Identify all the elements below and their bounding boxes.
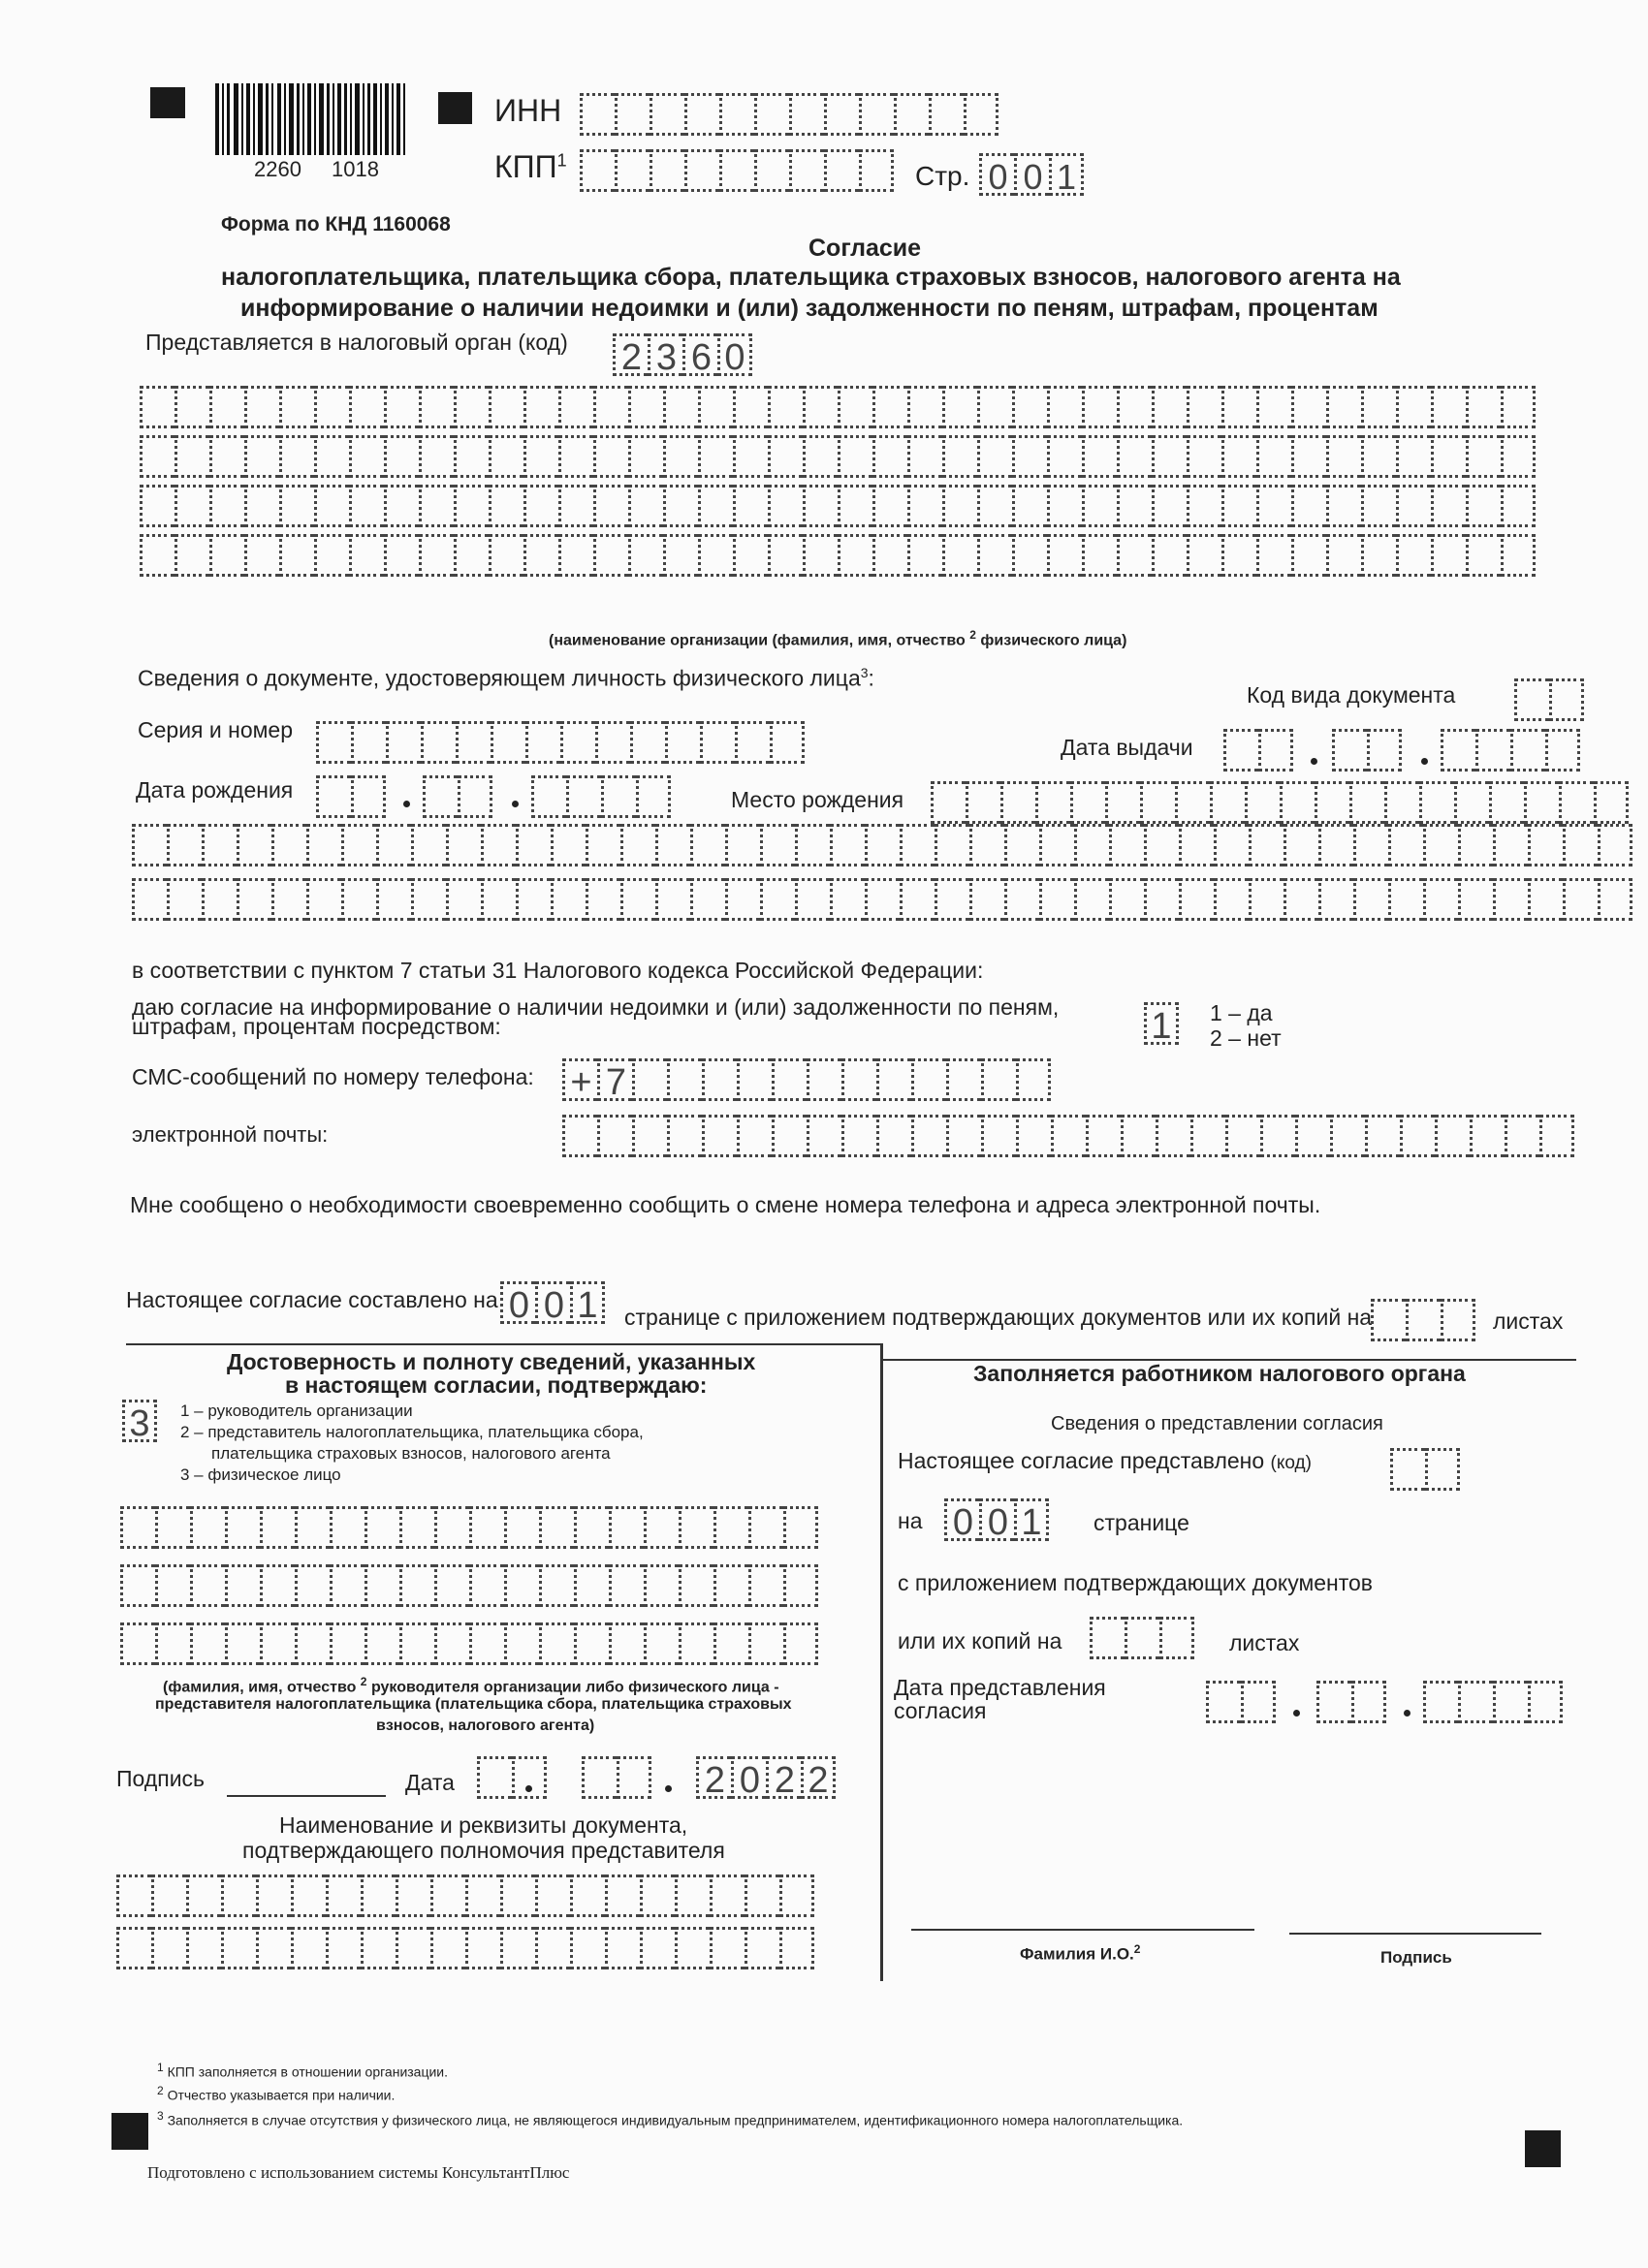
authority-doc-heading-2: подтверждающего полномочия представителя <box>242 1838 725 1863</box>
signer-name-row <box>120 1622 818 1665</box>
birth-date-label: Дата рождения <box>136 777 294 803</box>
footnote-number: 3 <box>157 2109 164 2123</box>
kpp-field[interactable] <box>580 149 894 192</box>
identity-heading <box>138 665 874 692</box>
page-digit: 0 <box>979 153 1014 196</box>
email-label: электронной почты: <box>132 1122 329 1147</box>
sms-label: СМС-сообщений по номеру телефона: <box>132 1064 534 1089</box>
org-name-row <box>140 485 1536 527</box>
registration-mark-bottom-right <box>1525 2130 1561 2167</box>
authority-doc-row <box>116 1927 814 1969</box>
barcode-number-right: 1018 <box>332 157 379 181</box>
registration-mark-bottom-left <box>111 2113 148 2150</box>
page-number-field[interactable] <box>979 153 1084 196</box>
organization-name-field[interactable] <box>140 386 1536 577</box>
title-line-3: информирование о наличии недоимки и (или) задолженности по пеням, штрафам, процентам <box>240 295 1379 322</box>
sign-year-field[interactable]: 2 0 2 2 <box>696 1756 836 1799</box>
option-yes: 1 – да <box>1210 1000 1273 1025</box>
signer-option-3: 3 – физическое лицо <box>180 1465 341 1484</box>
registration-mark-top-middle <box>438 92 472 124</box>
signer-option-2-cont: плательщика страховых взносов, налогового агента <box>211 1444 611 1463</box>
barcode-number-left: 2260 <box>254 157 301 181</box>
presented-label-text: Настоящее согласие представлено <box>898 1448 1265 1473</box>
pages-middle-text: странице с приложением подтверждающих документов или их копий на <box>624 1305 1373 1330</box>
footnote-2 <box>157 2084 395 2103</box>
caption-after: физического лица) <box>980 632 1127 649</box>
signature-line[interactable] <box>227 1795 386 1797</box>
identity-footnote-ref: 3 <box>860 665 869 680</box>
issue-day-field[interactable] <box>1223 729 1293 772</box>
prepared-by: Подготовлено с использованием системы КонсультантПлюс <box>147 2163 570 2182</box>
form-code: Форма по КНД 1160068 <box>221 213 451 236</box>
org-name-row <box>140 386 1536 428</box>
authority-doc-field[interactable] <box>116 1874 814 1969</box>
consent-text-line-1: даю согласие на информирование о наличии недоимки и (или) задолженности по пеням, <box>132 994 1060 1020</box>
authority-doc-heading-1: Наименование и реквизиты документа, <box>279 1812 688 1838</box>
birth-month-field[interactable] <box>423 775 492 818</box>
date-label: Дата <box>405 1770 455 1795</box>
inn-label: ИНН <box>494 93 562 128</box>
signer-name-caption-3: взносов, налогового агента) <box>376 1717 595 1734</box>
signer-type-field[interactable] <box>122 1400 157 1442</box>
attachments-text: с приложением подтверждающих документов <box>898 1570 1374 1595</box>
option-no: 2 – нет <box>1210 1025 1282 1051</box>
left-heading-line-2: в настоящем согласии, подтверждаю: <box>285 1372 708 1398</box>
barcode-image <box>213 83 407 155</box>
consent-text-line-2: штрафам, процентам посредством: <box>132 1014 501 1039</box>
date-separator <box>665 1785 672 1792</box>
date-separator <box>1293 1710 1300 1717</box>
birth-day-field[interactable] <box>316 775 386 818</box>
birth-place-label: Место рождения <box>731 787 904 812</box>
signer-option-1: 1 – руководитель организации <box>180 1402 413 1420</box>
footnote-1 <box>157 2061 448 2080</box>
kpp-label-text: КПП <box>494 149 557 184</box>
phone-field[interactable]: + 7 <box>562 1058 1051 1101</box>
presentation-day-field[interactable] <box>1206 1681 1276 1723</box>
series-number-label: Серия и номер <box>138 717 294 742</box>
email-field[interactable] <box>562 1115 1574 1157</box>
right-heading: Заполняется работником налогового органа <box>973 1361 1466 1386</box>
signer-caption-a: (фамилия, имя, отчество <box>163 1679 357 1696</box>
identity-heading-text: Сведения о документе, удостоверяющем личность физического лица <box>138 665 861 691</box>
sheets-count-field[interactable] <box>1371 1299 1475 1341</box>
tax-authority-code[interactable]: 2 3 6 0 <box>613 333 752 376</box>
change-notice: Мне сообщено о необходимости своевременно сообщить о смене номера телефона и адреса электронной почты. <box>130 1192 1321 1217</box>
caption-footnote-ref: 2 <box>969 628 976 642</box>
series-number-field[interactable] <box>316 721 805 764</box>
fio-footnote-ref: 2 <box>1133 1942 1141 1956</box>
fio-caption <box>1020 1942 1140 1965</box>
copies-count-field[interactable] <box>1090 1617 1194 1659</box>
inn-field[interactable] <box>580 93 998 136</box>
date-separator <box>525 1785 532 1792</box>
footnote-3 <box>157 2109 1183 2128</box>
presented-code-hint: (код) <box>1270 1453 1312 1473</box>
birth-place-row-2[interactable] <box>132 824 1632 866</box>
page-digit: 1 <box>1049 153 1084 196</box>
on-label: на <box>898 1508 923 1533</box>
pages-label: Настоящее согласие составлено на <box>126 1287 498 1312</box>
page-digit: 0 <box>1014 153 1049 196</box>
signer-name-row <box>120 1506 818 1549</box>
signer-caption-footnote-ref: 2 <box>360 1675 367 1688</box>
caption-before: (наименование организации (фамилия, имя, отчество <box>549 632 966 649</box>
barcode <box>213 83 407 155</box>
presentation-month-field[interactable] <box>1316 1681 1386 1723</box>
org-name-row <box>140 435 1536 478</box>
issue-month-field[interactable] <box>1332 729 1402 772</box>
officer-signature-line[interactable] <box>1289 1933 1541 1935</box>
consent-choice-field[interactable] <box>1144 1002 1179 1045</box>
fio-line[interactable] <box>911 1929 1254 1931</box>
officer-signature-caption: Подпись <box>1380 1948 1452 1967</box>
date-separator <box>1404 1710 1410 1717</box>
signature-label: Подпись <box>116 1766 206 1791</box>
org-name-row <box>140 534 1536 577</box>
title-line-1: Согласие <box>808 235 922 262</box>
page-label: Стр. <box>915 161 970 191</box>
doc-type-field[interactable] <box>1514 678 1584 721</box>
tax-authority-label: Представляется в налоговый орган (код) <box>145 330 568 355</box>
right-sheets-label: листах <box>1229 1630 1300 1655</box>
signer-name-row <box>120 1564 818 1607</box>
consent-choice-value: 1 <box>1144 1002 1179 1045</box>
doc-type-label: Код вида документа <box>1247 682 1456 708</box>
registration-mark-top-left <box>150 87 185 118</box>
on-pages-field[interactable]: 0 0 1 <box>944 1498 1049 1541</box>
presentation-date-label-1: Дата представления <box>894 1675 1106 1700</box>
signer-option-2: 2 – представитель налогоплательщика, плательщика сбора, <box>180 1423 644 1441</box>
birth-year-field[interactable] <box>531 775 671 818</box>
signer-name-caption-2: представителя налогоплательщика (плательщика сбора, плательщика страховых <box>155 1696 792 1713</box>
issue-year-field[interactable] <box>1441 729 1580 772</box>
sheets-label: листах <box>1493 1308 1564 1334</box>
title-line-2: налогоплательщика, плательщика сбора, плательщика страховых взносов, налогового агента на <box>221 264 1401 291</box>
presentation-date-label-2: согласия <box>894 1698 987 1723</box>
identity-heading-colon: : <box>868 665 874 691</box>
legal-basis: в соответствии с пунктом 7 статьи 31 Налогового кодекса Российской Федерации: <box>132 958 984 983</box>
footnote-number: 2 <box>157 2084 164 2097</box>
section-divider <box>126 1343 882 1345</box>
signer-name-field[interactable] <box>120 1506 818 1665</box>
presented-label <box>898 1448 1312 1474</box>
date-separator <box>1421 758 1428 765</box>
pages-count-field[interactable]: 0 0 1 <box>500 1281 605 1324</box>
footnote-text: КПП заполняется в отношении организации. <box>167 2063 449 2080</box>
footnote-text: Заполняется в случае отсутствия у физического лица, не являющегося индивидуальным предпринимателем, идентификационного номера налогоплательщика. <box>167 2112 1184 2128</box>
page-word: странице <box>1093 1510 1189 1535</box>
sign-month-field[interactable] <box>582 1756 651 1799</box>
left-heading-line-1: Достоверность и полноту сведений, указанных <box>227 1349 756 1374</box>
date-separator <box>1311 758 1317 765</box>
signer-type-value: 3 <box>122 1400 157 1442</box>
footnote-number: 1 <box>157 2061 164 2074</box>
kpp-label <box>494 149 567 185</box>
copies-label: или их копий на <box>898 1628 1062 1654</box>
authority-doc-row <box>116 1874 814 1917</box>
issue-date-label: Дата выдачи <box>1061 735 1193 760</box>
footnote-text: Отчество указывается при наличии. <box>167 2087 396 2103</box>
sign-day-field[interactable] <box>477 1756 547 1799</box>
kpp-footnote-ref: 1 <box>556 150 567 171</box>
date-separator <box>512 801 519 807</box>
date-separator <box>403 801 410 807</box>
signer-caption-b: руководителя организации либо физического лица - <box>370 1679 779 1696</box>
birth-place-row-1[interactable] <box>931 781 1629 824</box>
presented-code-field[interactable] <box>1390 1448 1460 1491</box>
right-subheading: Сведения о представлении согласия <box>1051 1413 1383 1434</box>
organization-name-caption <box>549 628 1126 649</box>
vertical-divider <box>880 1343 883 1981</box>
fio-caption-text: Фамилия И.О. <box>1020 1944 1134 1964</box>
presentation-year-field[interactable] <box>1423 1681 1563 1723</box>
birth-place-row-3[interactable] <box>132 878 1632 921</box>
signer-name-caption-1 <box>163 1675 779 1696</box>
